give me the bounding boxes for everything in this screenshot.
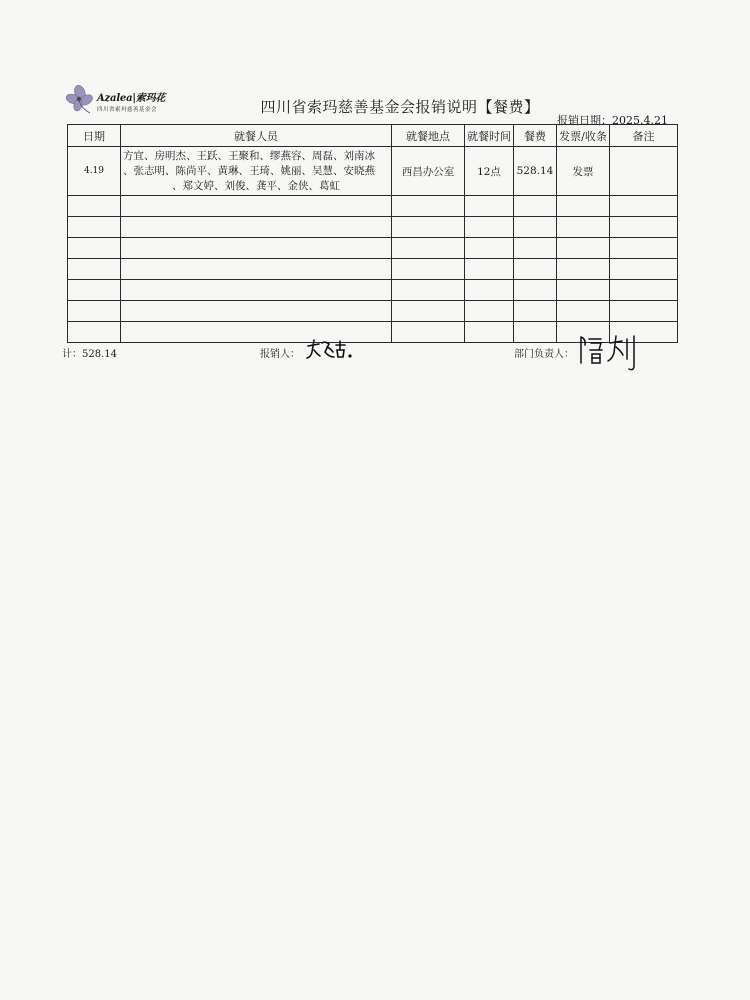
empty-table-row [68,280,678,301]
cell-date: 4.19 [68,147,121,196]
claimant-signature [305,338,355,364]
department-head-label: 部门负责人： [514,349,574,360]
diners-line: 、郑文婷、刘俊、龚平、金侠、葛虹 [172,179,340,192]
claimant-label: 报销人： [260,349,300,360]
col-header-time: 就餐时间 [465,125,514,147]
cell-amount: 528.14 [514,147,557,196]
col-header-location: 就餐地点 [392,125,465,147]
department-head-signature [577,333,639,377]
empty-table-row [68,217,678,238]
expense-table [67,124,678,343]
col-header-diners: 就餐人员 [121,125,392,147]
diners-line: 、张志明、陈尚平、黄琳、王琦、姚丽、吴慧、安晓燕 [123,164,375,177]
empty-table-row [68,259,678,280]
document-title-text: 四川省索玛慈善基金会报销说明【餐费】 [260,98,540,116]
cell-note [610,147,678,196]
col-header-receipt: 发票/收条 [557,125,610,147]
col-header-date: 日期 [68,125,121,147]
cell-diners [121,147,392,196]
empty-table-row [68,238,678,259]
logo-brand-text: Azalea|索玛花 [97,93,166,104]
col-header-note: 备注 [610,125,678,147]
table-header-row [68,125,678,147]
report-date-label: 报销日期： [557,114,612,127]
empty-table-row [68,196,678,217]
cell-location: 西昌办公室 [392,147,465,196]
empty-table-row [68,301,678,322]
logo-org-text: 四川省索玛慈善基金会 [97,107,158,113]
col-header-amount: 餐费 [514,125,557,147]
cell-receipt: 发票 [557,147,610,196]
table-row [68,147,678,196]
cell-time: 12点 [465,147,514,196]
total-amount: 计：528.14 [62,349,117,360]
diners-line: 方宜、房明杰、王跃、王聚和、缪燕容、周磊、刘南冰 [123,149,375,162]
report-date-value: 2025.4.21 [612,114,668,127]
